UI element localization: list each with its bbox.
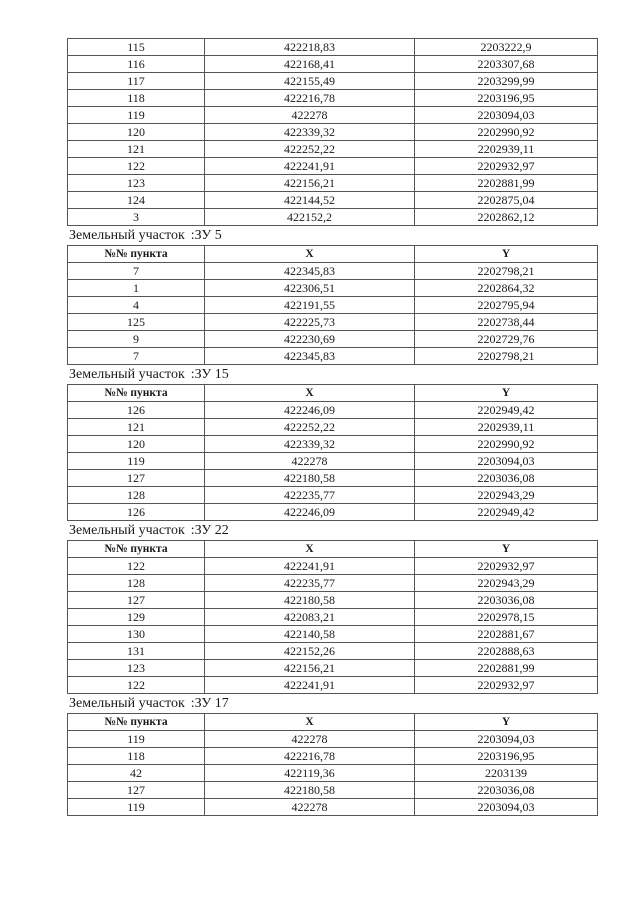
table-row	[68, 39, 598, 56]
point-number-cell: 129	[68, 609, 205, 626]
y-coordinate-cell: 2203036,08	[415, 592, 598, 609]
x-coordinate-cell: 422144,52	[205, 192, 415, 209]
point-number-cell: 121	[68, 419, 205, 436]
x-coordinate-cell: 422235,77	[205, 575, 415, 592]
y-coordinate-cell: 2202939,11	[415, 141, 598, 158]
y-coordinate-cell: 2202881,99	[415, 175, 598, 192]
table-row	[68, 331, 598, 348]
table-row	[68, 419, 598, 436]
y-coordinate-cell: 2202932,97	[415, 558, 598, 575]
point-number-cell: 127	[68, 782, 205, 799]
point-number-header: №№ пункта	[68, 541, 205, 558]
y-coordinate-cell: 2203036,08	[415, 470, 598, 487]
y-coordinate-cell: 2202798,21	[415, 348, 598, 365]
table-row	[68, 487, 598, 504]
y-coordinate-cell: 2202978,15	[415, 609, 598, 626]
table-row	[68, 107, 598, 124]
y-coordinate-cell: 2202932,97	[415, 677, 598, 694]
x-header: X	[205, 541, 415, 558]
point-number-cell: 120	[68, 124, 205, 141]
table-row	[68, 209, 598, 226]
y-coordinate-cell: 2203307,68	[415, 56, 598, 73]
section-title-label: Земельный участок	[69, 523, 185, 538]
table-row	[68, 575, 598, 592]
y-header: Y	[415, 714, 598, 731]
y-header: Y	[415, 385, 598, 402]
table-row	[68, 558, 598, 575]
table-row	[68, 765, 598, 782]
x-coordinate-cell: 422278	[205, 453, 415, 470]
y-header: Y	[415, 541, 598, 558]
x-coordinate-cell: 422156,21	[205, 660, 415, 677]
point-number-cell: 126	[68, 504, 205, 521]
section-title	[67, 694, 597, 713]
table-header-row	[68, 541, 598, 558]
point-number-cell: 120	[68, 436, 205, 453]
table-row	[68, 504, 598, 521]
point-number-cell: 128	[68, 487, 205, 504]
table-row	[68, 90, 598, 107]
x-coordinate-cell: 422345,83	[205, 348, 415, 365]
coordinates-table	[67, 384, 598, 521]
y-coordinate-cell: 2203299,99	[415, 73, 598, 90]
point-number-cell: 121	[68, 141, 205, 158]
point-number-cell: 7	[68, 348, 205, 365]
x-coordinate-cell: 422216,78	[205, 748, 415, 765]
x-coordinate-cell: 422241,91	[205, 158, 415, 175]
x-coordinate-cell: 422246,09	[205, 504, 415, 521]
x-coordinate-cell: 422218,83	[205, 39, 415, 56]
x-header: X	[205, 385, 415, 402]
point-number-cell: 125	[68, 314, 205, 331]
table-row	[68, 782, 598, 799]
table-row	[68, 592, 598, 609]
y-coordinate-cell: 2202875,04	[415, 192, 598, 209]
point-number-header: №№ пункта	[68, 246, 205, 263]
x-coordinate-cell: 422241,91	[205, 677, 415, 694]
point-number-cell: 130	[68, 626, 205, 643]
x-coordinate-cell: 422278	[205, 799, 415, 816]
x-coordinate-cell: 422168,41	[205, 56, 415, 73]
point-number-cell: 7	[68, 263, 205, 280]
x-coordinate-cell: 422119,36	[205, 765, 415, 782]
y-coordinate-cell: 2203196,95	[415, 90, 598, 107]
section-title	[67, 226, 597, 245]
plot-number: :ЗУ 22	[190, 523, 229, 538]
y-coordinate-cell: 2202881,67	[415, 626, 598, 643]
table-row	[68, 263, 598, 280]
point-number-cell: 122	[68, 158, 205, 175]
point-number-cell: 131	[68, 643, 205, 660]
y-coordinate-cell: 2203094,03	[415, 453, 598, 470]
point-number-cell: 119	[68, 453, 205, 470]
y-coordinate-cell: 2202795,94	[415, 297, 598, 314]
table-row	[68, 626, 598, 643]
point-number-cell: 1	[68, 280, 205, 297]
table-row	[68, 280, 598, 297]
y-coordinate-cell: 2202798,21	[415, 263, 598, 280]
coordinates-table	[67, 38, 598, 226]
point-number-cell: 3	[68, 209, 205, 226]
section-title-label: Земельный участок	[69, 228, 185, 243]
y-coordinate-cell: 2203196,95	[415, 748, 598, 765]
x-coordinate-cell: 422339,32	[205, 436, 415, 453]
table-header-row	[68, 385, 598, 402]
table-row	[68, 799, 598, 816]
y-coordinate-cell: 2202990,92	[415, 124, 598, 141]
table-row	[68, 175, 598, 192]
x-coordinate-cell: 422278	[205, 107, 415, 124]
x-coordinate-cell: 422252,22	[205, 141, 415, 158]
point-number-cell: 128	[68, 575, 205, 592]
x-coordinate-cell: 422152,26	[205, 643, 415, 660]
x-coordinate-cell: 422241,91	[205, 558, 415, 575]
y-coordinate-cell: 2202881,99	[415, 660, 598, 677]
table-row	[68, 141, 598, 158]
y-coordinate-cell: 2203222,9	[415, 39, 598, 56]
y-coordinate-cell: 2202949,42	[415, 402, 598, 419]
table-row	[68, 677, 598, 694]
point-number-header: №№ пункта	[68, 714, 205, 731]
point-number-header: №№ пункта	[68, 385, 205, 402]
y-coordinate-cell: 2202943,29	[415, 575, 598, 592]
table-row	[68, 731, 598, 748]
table-header-row	[68, 246, 598, 263]
point-number-cell: 118	[68, 748, 205, 765]
y-coordinate-cell: 2202932,97	[415, 158, 598, 175]
point-number-cell: 118	[68, 90, 205, 107]
point-number-cell: 119	[68, 107, 205, 124]
table-row	[68, 56, 598, 73]
y-coordinate-cell: 2202738,44	[415, 314, 598, 331]
plot-number: :ЗУ 5	[190, 228, 222, 243]
section-title	[67, 521, 597, 540]
table-row	[68, 748, 598, 765]
x-coordinate-cell: 422152,2	[205, 209, 415, 226]
x-coordinate-cell: 422180,58	[205, 470, 415, 487]
x-coordinate-cell: 422246,09	[205, 402, 415, 419]
x-coordinate-cell: 422339,32	[205, 124, 415, 141]
y-coordinate-cell: 2202729,76	[415, 331, 598, 348]
point-number-cell: 122	[68, 558, 205, 575]
point-number-cell: 126	[68, 402, 205, 419]
table-row	[68, 470, 598, 487]
plot-number: :ЗУ 15	[190, 367, 229, 382]
point-number-cell: 9	[68, 331, 205, 348]
point-number-cell: 42	[68, 765, 205, 782]
x-coordinate-cell: 422155,49	[205, 73, 415, 90]
y-coordinate-cell: 2203094,03	[415, 107, 598, 124]
coordinates-table	[67, 245, 598, 365]
x-coordinate-cell: 422083,21	[205, 609, 415, 626]
y-coordinate-cell: 2203094,03	[415, 731, 598, 748]
x-header: X	[205, 246, 415, 263]
point-number-cell: 127	[68, 592, 205, 609]
table-row	[68, 158, 598, 175]
table-row	[68, 124, 598, 141]
point-number-cell: 123	[68, 660, 205, 677]
table-row	[68, 348, 598, 365]
section-title-label: Земельный участок	[69, 696, 185, 711]
point-number-cell: 119	[68, 731, 205, 748]
x-coordinate-cell: 422191,55	[205, 297, 415, 314]
point-number-cell: 115	[68, 39, 205, 56]
point-number-cell: 4	[68, 297, 205, 314]
x-coordinate-cell: 422306,51	[205, 280, 415, 297]
x-coordinate-cell: 422180,58	[205, 782, 415, 799]
section-title-label: Земельный участок	[69, 367, 185, 382]
table-row	[68, 609, 598, 626]
x-coordinate-cell: 422345,83	[205, 263, 415, 280]
table-row	[68, 660, 598, 677]
y-coordinate-cell: 2203036,08	[415, 782, 598, 799]
y-coordinate-cell: 2202990,92	[415, 436, 598, 453]
x-coordinate-cell: 422156,21	[205, 175, 415, 192]
table-row	[68, 192, 598, 209]
x-coordinate-cell: 422180,58	[205, 592, 415, 609]
y-coordinate-cell: 2202862,12	[415, 209, 598, 226]
point-number-cell: 124	[68, 192, 205, 209]
table-row	[68, 436, 598, 453]
table-row	[68, 297, 598, 314]
point-number-cell: 116	[68, 56, 205, 73]
table-row	[68, 453, 598, 470]
table-row	[68, 73, 598, 90]
y-coordinate-cell: 2202888,63	[415, 643, 598, 660]
section-title	[67, 365, 597, 384]
coordinates-table	[67, 540, 598, 694]
x-coordinate-cell: 422235,77	[205, 487, 415, 504]
table-header-row	[68, 714, 598, 731]
point-number-cell: 127	[68, 470, 205, 487]
y-coordinate-cell: 2202943,29	[415, 487, 598, 504]
table-row	[68, 402, 598, 419]
y-header: Y	[415, 246, 598, 263]
point-number-cell: 119	[68, 799, 205, 816]
y-coordinate-cell: 2203139	[415, 765, 598, 782]
x-coordinate-cell: 422252,22	[205, 419, 415, 436]
x-coordinate-cell: 422216,78	[205, 90, 415, 107]
coordinates-table	[67, 713, 598, 816]
y-coordinate-cell: 2202864,32	[415, 280, 598, 297]
coordinates-document	[67, 38, 597, 816]
x-coordinate-cell: 422230,69	[205, 331, 415, 348]
point-number-cell: 122	[68, 677, 205, 694]
point-number-cell: 117	[68, 73, 205, 90]
x-header: X	[205, 714, 415, 731]
x-coordinate-cell: 422140,58	[205, 626, 415, 643]
table-row	[68, 314, 598, 331]
plot-number: :ЗУ 17	[190, 696, 229, 711]
x-coordinate-cell: 422225,73	[205, 314, 415, 331]
table-row	[68, 643, 598, 660]
y-coordinate-cell: 2202939,11	[415, 419, 598, 436]
y-coordinate-cell: 2202949,42	[415, 504, 598, 521]
y-coordinate-cell: 2203094,03	[415, 799, 598, 816]
point-number-cell: 123	[68, 175, 205, 192]
x-coordinate-cell: 422278	[205, 731, 415, 748]
